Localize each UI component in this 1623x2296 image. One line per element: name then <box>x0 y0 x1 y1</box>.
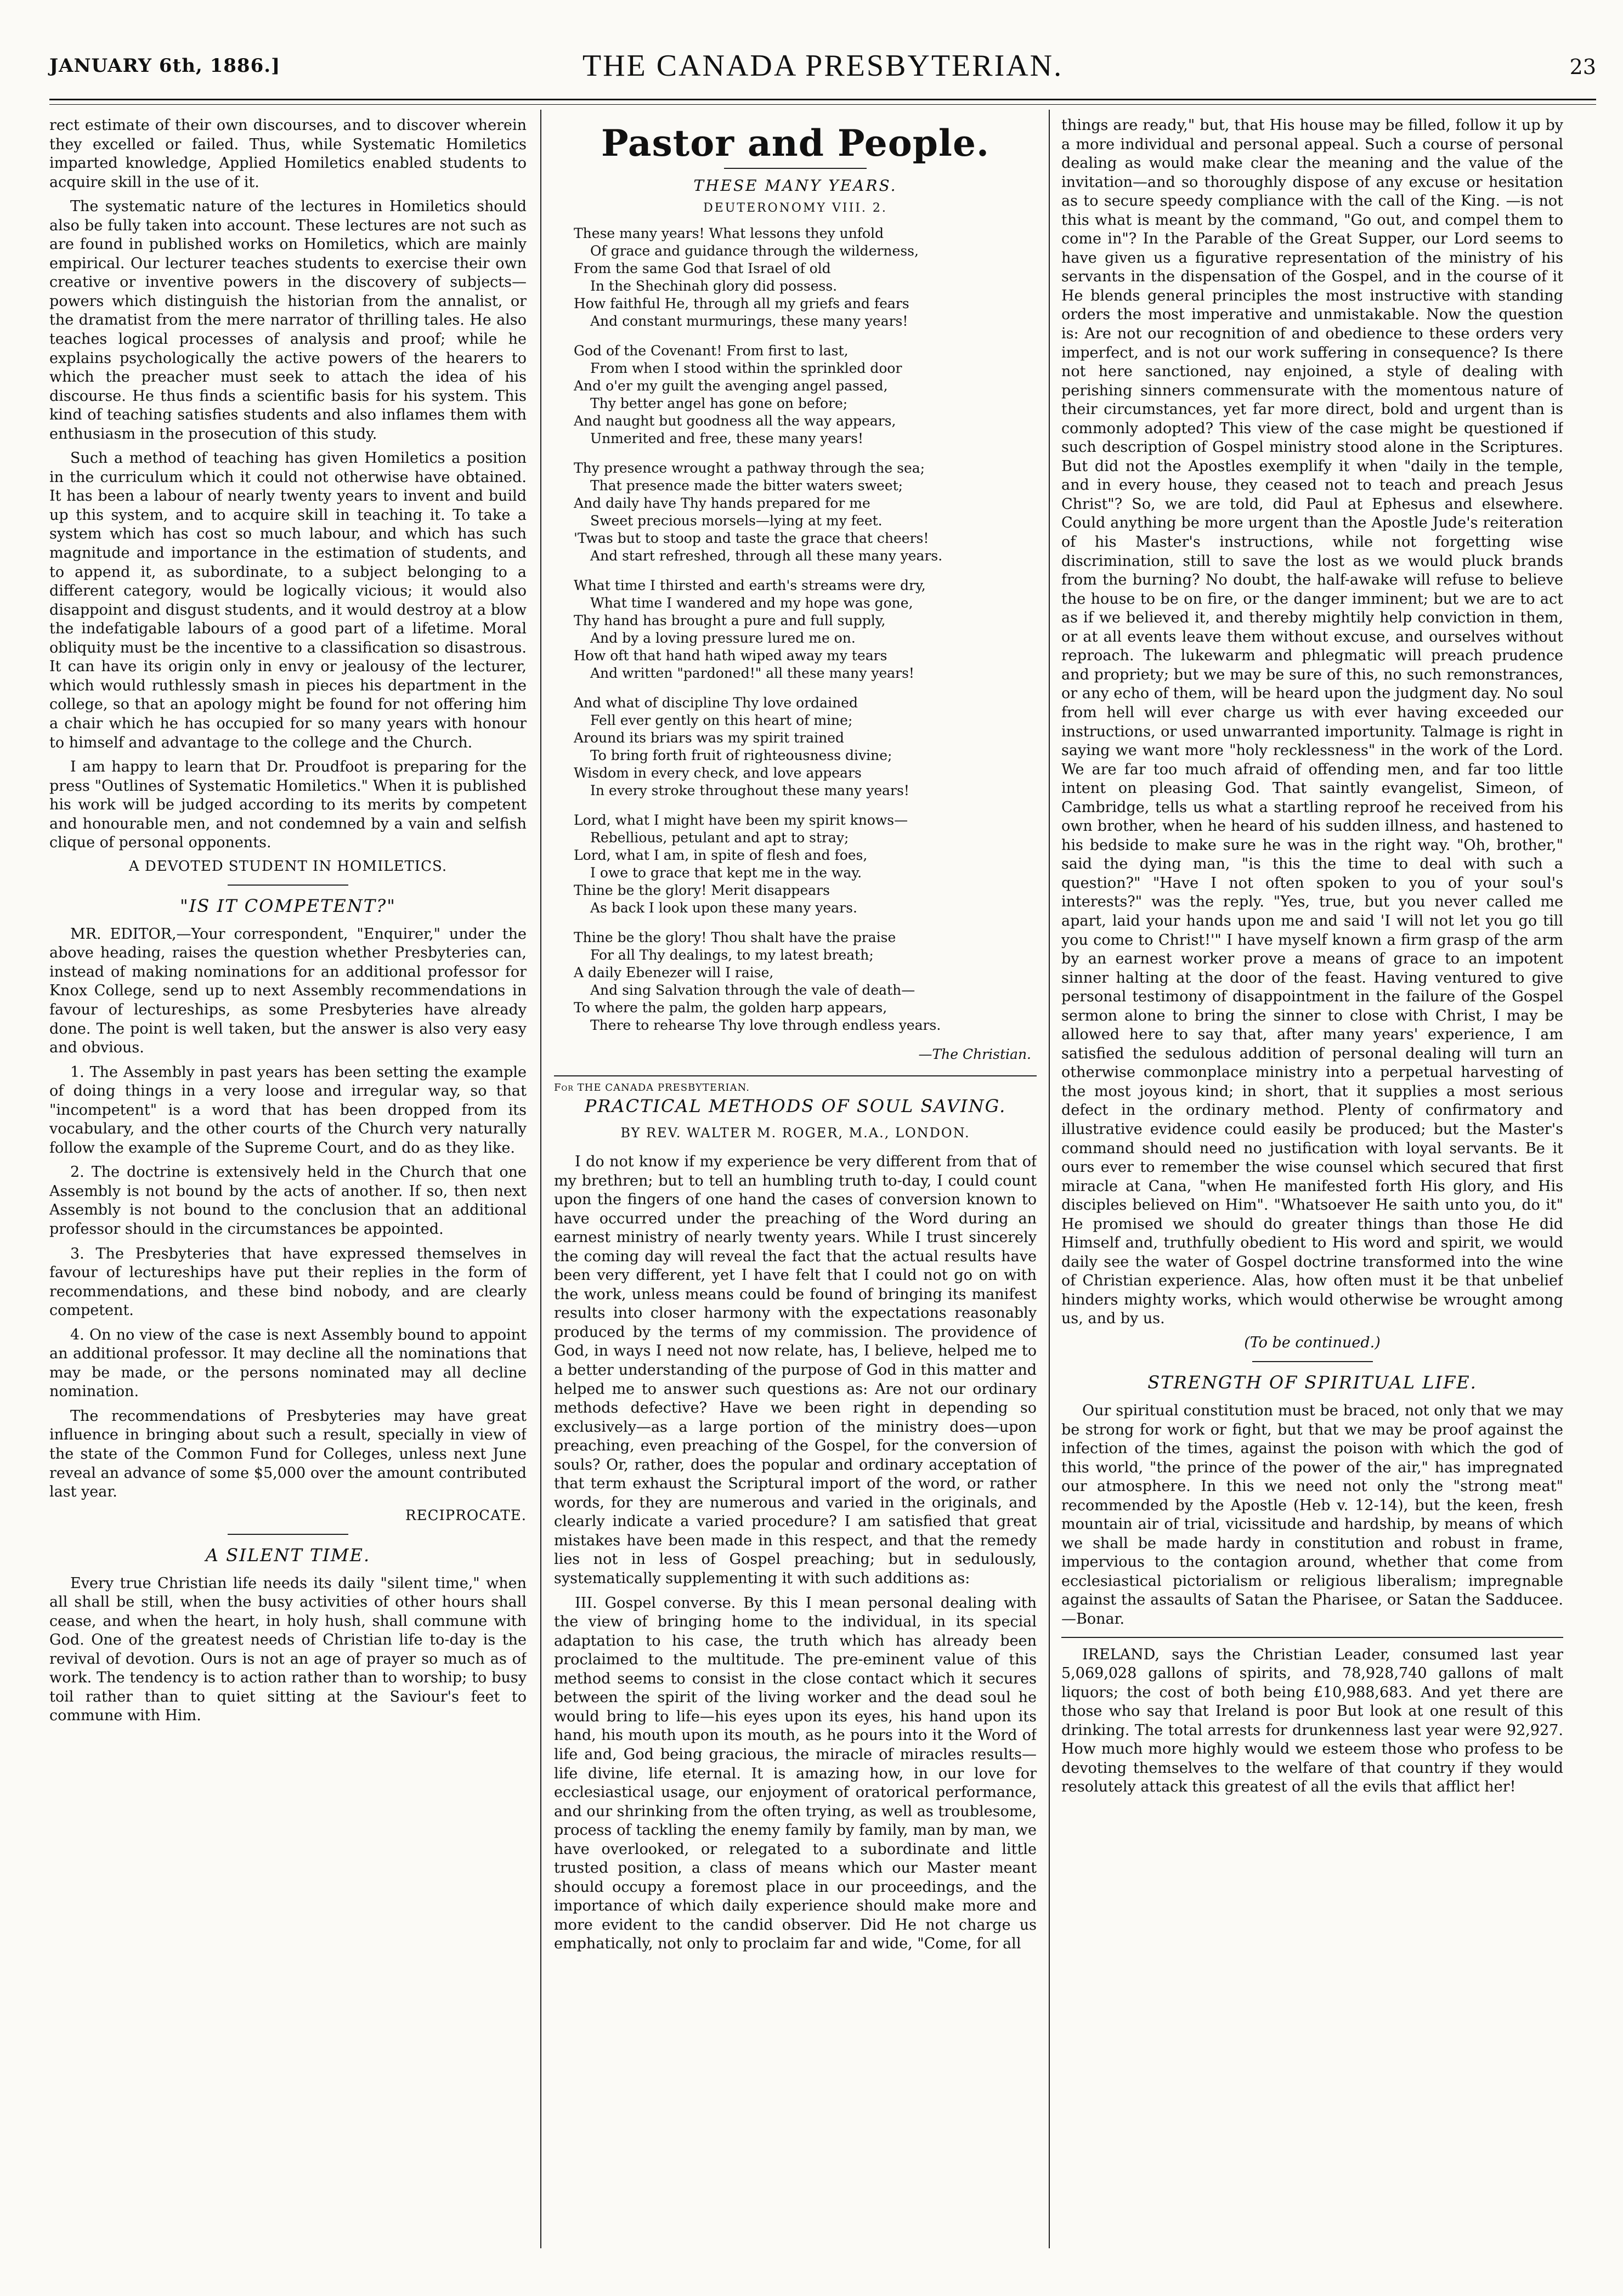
poem-line: From the same God that Israel of old <box>574 260 831 276</box>
soul-saving-article <box>554 1082 1037 1954</box>
competent-title: "IS IT COMPETENT?" <box>180 895 396 916</box>
paragraph: 4. On no view of the case is next Assembly bound to appoint an additional professor. It may decline all the nominations that may be made, or the persons nominated may all decline nomination. <box>49 1326 527 1401</box>
poem-line: And start refreshed, through all these many years. <box>590 548 943 564</box>
homiletics-signature: A DEVOTED STUDENT IN HOMILETICS. <box>128 858 448 875</box>
page-header <box>49 33 1596 88</box>
poem-line: And constant murmurings, these many years! <box>590 313 908 329</box>
ireland-item <box>1061 1646 1563 1797</box>
column-divider <box>540 110 541 2248</box>
competent-article <box>49 895 527 1524</box>
paragraph: Such a method of teaching has given Homiletics a position in the curriculum which it could not otherwise have obtained. It has been a labour of nearly twenty years to invent and build up this system, and to acquire skill in teaching it. To take a system which has cost so much labour, and which has such magnitude and importance in the estimation of students, and to append it, as subordinate, to a subject belonging to a different category, would be logically vicious; it would also disappoint and disgust students, and it would destroy at a blow the indefatigable labours of a good part of a lifetime. Moral obliquity must be the incentive to a classification so disastrous. It can have its origin only in envy or jealousy of the lecturer, which would ruthlessly smash in pieces his department in the college, so that an apology might be found for not offering him a chair which he has occupied for so many years with honour to himself and advantage to the college and the Church. <box>49 450 527 751</box>
poem-line: And sing Salvation through the vale of death— <box>590 982 915 998</box>
paragraph: 1. The Assembly in past years has been setting the example of doing things in a very loose and irregular way, so that "incompetent" is a word that has been dropped from its vocabulary, and the other courts of the Church very naturally follow the example of the Supreme Court, and do as they like. <box>49 1063 527 1156</box>
poem-stanza <box>574 812 1037 917</box>
page-number: 23 <box>1569 55 1596 79</box>
poem <box>554 225 1037 1034</box>
poem-line: In the Shechinah glory did possess. <box>590 278 838 294</box>
paragraph: IRELAND, says the Christian Leader, consumed last year 5,069,028 gallons of spirits, and 78,928,740 gallons of malt liquors; the cost of both being £10,988,683. And yet there are those who say that Ireland is poor But look at one result of this drinking. The total arrests for drunkenness last year were 92,927. How much more highly would we esteem those who profess to be devoting themselves to the welfare of that country if they would resolutely attack this greatest of all the evils that afflict her! <box>1061 1646 1563 1796</box>
poem-line: What time I wandered and my hope was gone, <box>590 595 913 611</box>
homiletics-article <box>49 116 527 875</box>
poem-reference: DEUTERONOMY VIII. 2. <box>703 201 887 215</box>
paragraph: I do not know if my experience be very different from that of my brethren; but to tell an humbling truth to-day, I could count upon the fingers of one hand the cases of conversion known to have occurred under the preaching of the Word during an earnest ministry of nearly twenty years. While I trust sincerely the coming day will reveal the fact that the actual results have been very different, yet I have felt that I could not go on with the work, unless means could be found of bringing its manifest results into closer harmony with the expectations reasonably produced by the terms of my commission. The providence of God, in ways I need not now relate, has, I believe, helped me to a better understanding of the purpose of God in this matter and helped me to answer such questions as: Are not our ordinary methods defective? Have we been right in depending so exclusively—as a large portion of the ministry does—upon preaching, even preaching of the Gospel, for the conversion of souls? Or, rather, does the popular and ordinary acceptation of that term exhaust the Scriptural import of the word, or rather words, for they are numerous and varied in the originals, and clearly indicate a varied procedure? I am satisfied that great mistakes have been made in this respect, and that the remedy lies not in less of Gospel preaching; but in sedulously, systematically supplementing it with such additions as: <box>554 1153 1037 1588</box>
competent-signature: RECIPROCATE. <box>405 1507 527 1524</box>
paragraph: Every true Christian life needs its daily "silent time," when all shall be still, when the busy activities of other hours shall cease, and when the heart, in holy hush, shall commune with God. One of the greatest needs of Christian life to-day is the revival of devotion. Ours is not an age of prayer so much as of work. The tendency is to action rather than to worship; to busy toil rather than to quiet sitting at the Saviour's feet to commune with Him. <box>49 1574 527 1725</box>
poem-stanza <box>574 694 1037 800</box>
poem-line: And daily have Thy hands prepared for me <box>574 495 870 511</box>
poem-line: For all Thy dealings, to my latest breath; <box>590 947 874 963</box>
article-byline: BY REV. WALTER M. ROGER, M.A., LONDON. <box>620 1125 970 1141</box>
poem-line: Thy better angel has gone on before; <box>590 395 848 411</box>
poem-line: I owe to grace that kept me in the way. <box>590 865 862 881</box>
silent-time-title: A SILENT TIME. <box>205 1544 371 1566</box>
poem-title: THESE MANY YEARS. <box>693 177 897 195</box>
poem-line: Wisdom in every check, and love appears <box>574 765 862 781</box>
poem-line: Thy presence wrought a pathway through the sea; <box>574 460 925 476</box>
silent-time-article <box>49 1545 527 1726</box>
poem-line: Around its briars was my spirit trained <box>574 730 845 746</box>
poem-stanza <box>574 225 1037 330</box>
poem-line: Fell ever gently on this heart of mine; <box>590 712 853 728</box>
poem-line: Rebellious, petulant and apt to stray; <box>590 830 849 846</box>
poem-line: These many years! What lessons they unfold <box>574 225 884 241</box>
banner-rule <box>724 168 867 169</box>
section-rule <box>1061 1637 1563 1638</box>
strength-title: STRENGTH OF SPIRITUAL LIFE. <box>1147 1372 1477 1393</box>
poem-line: That presence made the bitter waters sweet; <box>590 478 903 494</box>
section-rule <box>228 1534 348 1535</box>
masthead-title: THE CANADA PRESBYTERIAN. <box>582 49 1064 83</box>
poem-line: How oft that hand hath wiped away my tears <box>574 648 887 664</box>
issue-date: JANUARY 6th, 1886.] <box>49 55 281 77</box>
header-rule <box>49 99 1596 100</box>
paragraph: The recommendations of Presbyteries may have great influence in bringing about such a result, specially in view of the state of the Common Fund for Colleges, unless next June reveal an advance of some $5,000 over the amount contributed last year. <box>49 1407 527 1501</box>
article-title: PRACTICAL METHODS OF SOUL SAVING. <box>584 1096 1006 1116</box>
poem-line: From when I stood within the sprinkled door <box>590 360 902 376</box>
paragraph: rect estimate of their own discourses, and to discover wherein they excelled or failed. Thus, while Systematic Homiletics imparted knowledge, Applied Homiletics enabled students to acquire skill in the use of it. <box>49 117 527 191</box>
poem-line: God of the Covenant! From first to last, <box>574 343 849 359</box>
poem-line: As back I look upon these many years. <box>590 900 857 916</box>
poem-line: Sweet precious morsels—lying at my feet. <box>590 513 883 529</box>
poem-line: Thine be the glory! Thou shalt have the praise <box>574 929 896 945</box>
poem-line: And naught but goodness all the way appears, <box>574 413 896 429</box>
poem-stanza <box>574 342 1037 447</box>
poem-line: And what of discipline Thy love ordained <box>574 695 858 711</box>
section-rule <box>228 885 348 886</box>
paragraph: The systematic nature of the lectures in Homiletics should also be fully taken into account. These lectures are not such as are found in published works on Homiletics, which are mainly empirical. Our lecturer teaches students to exercise their own creative or inventive powers in the discovery of subjects—powers which distinguish the historian from the annalist, or the dramatist from the mere narrator of thrilling tales. He also teaches logical processes of analysis and proof; while he explains psychologically the active powers of the hearers to which the preacher must seek to attach the idea of his discourse. He thus finds a scientific basis for his system. This kind of teaching satisfies students and also inflames them with enthusiasm in the prosecution of this study. <box>49 198 527 443</box>
header-rule-thin <box>49 104 1596 105</box>
paragraph: things are ready," but, that His house may be filled, follow it up by a more individual and personal appeal. Such a course of personal dealing as would make clear the meaning and the value of the invitation—and so thoroughly dispose of any excuse or hesitation as to secure speedy compliance with the call of the King. —is not this what is meant by the command, "Go out, and compel them to come in"? In the Parable of the Great Supper, our Lord seems to have given us a figurative representation of the ministry of his servants in the dispensation of the Gospel, and in the course of it He blends general principles the most instructive with standing orders the most imperative and unmistakable. Now the question is: Are not our recognition of and obedience to these orders very imperfect, and is not our work suffering in consequence? Is there not here sanctioned, nay enjoined, a style of dealing with perishing sinners commensurate with the momentous nature of their circumstances, yet far more direct, bold and urgent than is commonly adopted? This view of the case might be questioned if such description of Gospel ministry stood alone in the Scriptures. But did not the Apostles exemplify it when "daily in the temple, and in every house, they ceased not to teach and preach Jesus Christ"? So, we are told, did Paul at Ephesus and elsewhere. Could anything be more urgent than the Apostle Jude's reiteration of his Master's instructions, while not forgetting wise discrimination, still to save the lost as we would pluck brands from the burning? No doubt, the half-awake will refuse to believe the house to be on fire, or the danger imminent; but we are to act as if we believed it, and thereby mightily help conviction in them, or at all events leave them without excuse, and ourselves without reproach. The lukewarm and phlegmatic will preach prudence and propriety; but we may be sure of this, no such remonstrances, or any echo of them, will be heard upon the judgment day. No soul from hell will ever charge us with ever having exceeded our instructions, or used unwarranted importunity. Talmage is right in saying we want more "holy recklessness" in the work of the Lord. We are far too much afraid of offending men, and far too little intent on pleasing God. That saintly evangelist, Simeon, of Cambridge, tells us what a startling reproof he received from his own brother, when he heard of his sudden illness, and hastened to his bedside to make sure he was in the right way. "Oh, brother," said the dying man, "is this the time to deal with such a question?" "Have I not often spoken to you of your soul's interests?" was the reply. "Yes, true, but you never called me apart, laid your hands upon me and said 'I will not let you go till you come to Christ!'" I have myself known a firm grasp of the arm by an earnest worker prove a means of grace to an impotent sinner halting at the door of the feast. Having ventured to give personal testimony of disappointment in the failure of the Gospel sermon alone to bring the sinner to close with Christ, I may be allowed here to say that, after many years' experience, I am satisfied the sedulous addition of personal dealing will turn an otherwise commonplace ministry into a perpetual harvesting of the most joyous kind; in short, that it supplies a most serious defect in the ordinary method. Plenty of confirmatory and illustrative evidence could easily be produced; but the Master's command should need no justification with loyal servants. Be it ours ever to remember the wise counsel which secured that first miracle at Cana, "when He manifested forth His glory, and His disciples believed on Him". "Whatsoever He saith unto you, do it" He promised we should do greater things than those He did Himself and, truthfully obedient to His word and spirit, we would daily see the water of Gospel doctrine transformed into the wine of Christian experience. Alas, how often must it be that unbelief hinders mighty works, which would otherwise be wrought among us, and by us. <box>1061 117 1563 1328</box>
strength-article <box>1061 1372 1563 1629</box>
poem-stanza <box>574 460 1037 565</box>
column-2 <box>554 116 1037 2244</box>
article-source: For THE CANADA PRESBYTERIAN. <box>554 1082 750 1093</box>
poem-line: In every stroke throughout these many years! <box>590 783 909 798</box>
poem-credit: —The Christian. <box>918 1046 1031 1062</box>
paragraph: 3. The Presbyteries that have expressed themselves in favour of lectureships have put their replies in the form of recommendations, and these bind nobody, and are clearly competent. <box>49 1245 527 1319</box>
poem-line: Of grace and guidance through the wilderness, <box>590 243 919 259</box>
poem-line: To where the palm, the golden harp appears, <box>574 1000 887 1016</box>
poem-line: Unmerited and free, these many years! <box>590 430 863 446</box>
column-divider <box>1049 110 1050 2248</box>
poem-line: Lord, what I might have been my spirit knows— <box>574 812 908 828</box>
poem-line: And written "pardoned!" all these many years! <box>590 665 914 681</box>
section-rule <box>554 1075 1037 1076</box>
poem-line: What time I thirsted and earth's streams were dry, <box>574 577 926 593</box>
paragraph: I am happy to learn that Dr. Proudfoot is preparing for the press "Outlines of Systematic Homiletics." When it is published his work will be judged according to its merits by competent and honourable men, and not condemned by a vain and selfish clique of personal opponents. <box>49 758 527 852</box>
poem-line: Lord, what I am, in spite of flesh and foes, <box>574 847 868 863</box>
poem-line: To bring forth fruit of righteousness divine; <box>590 747 892 763</box>
poem-stanza <box>574 577 1037 682</box>
poem-line: How faithful He, through all my griefs and fears <box>574 296 909 311</box>
poem-line: Thine be the glory! Merit disappears <box>574 882 830 898</box>
paragraph: 2. The doctrine is extensively held in the Church that one Assembly is not bound by the acts of another. If so, then next Assembly is not bound to the conclusion that an additional professor should in the circumstances be appointed. <box>49 1164 527 1238</box>
poem-line: 'Twas but to stoop and taste the grace that cheers! <box>574 530 929 546</box>
poem-line: And by a loving pressure lured me on. <box>590 630 856 646</box>
paragraph: MR. EDITOR,—Your correspondent, "Enquirer," under the above heading, raises the question whether Presbyteries can, instead of making nominations for an additional professor for Knox College, send up to next Assembly recommendations in favour of lectureships, as some Presbyteries have already done. The point is well taken, but the answer is also very easy and obvious. <box>49 925 527 1057</box>
column-1 <box>49 116 527 2244</box>
section-banner: Pastor and People. <box>601 122 989 165</box>
poem-stanza <box>574 929 1037 1034</box>
poem-line: There to rehearse Thy love through endless years. <box>590 1017 941 1033</box>
column-3 <box>1061 116 1563 2244</box>
continued-note: (To be continued.) <box>1244 1334 1381 1351</box>
section-rule <box>1252 1361 1373 1362</box>
poem-line: And o'er my guilt the avenging angel passed, <box>574 378 888 394</box>
paragraph: III. Gospel converse. By this I mean personal dealing with the view of bringing home to the individual, in its special adaptation to his case, the truth which has already been proclaimed to the multitude. The pre-eminent value of this method seems to consist in the close contact which it secures between the spirit of the living worker and the dead soul he would bring to life—his eyes upon its eyes, his hand upon its hand, his mouth upon its mouth, as he pours into it the Word of life and, God being gracious, the miracle of miracles results—life divine, life eternal. It is amazing how, in our love for ecclesiastical usage, our enjoyment of oratorical performance, and our shrinking from the often trying, as well as troublesome, process of tackling the enemy family by family, man by man, we have overlooked, or relegated to a subordinate and little trusted position, a class of means which our Master meant should occupy a foremost place in our proceedings, and the importance of which daily experience should make more and more evident to the candid observer. Did He not charge us emphatically, not only to proclaim far and wide, "Come, for all <box>554 1594 1037 1953</box>
poem-line: Thy hand has brought a pure and full supply, <box>574 613 886 628</box>
poem-line: A daily Ebenezer will I raise, <box>574 965 774 980</box>
paragraph: Our spiritual constitution must be braced, not only that we may be strong for work or fight, but that we may be proof against the infection of the times, against the poison with which the god of this world, "the prince of the power of the air," has impregnated our atmosphere. In this we need not only the "strong meat" recommended by the Apostle (Heb v. 12-14), but the keen, fresh mountain air of trial, vicissitude and hardship, by means of which we shall be made hardy in constitution and robust in frame, impervious to the contagion around, whether that come from ecclesiastical pictorialism or religious liberalism; impregnable against the assaults of Satan the Pharisee, or Satan the Sadducee.—Bonar. <box>1061 1402 1563 1628</box>
